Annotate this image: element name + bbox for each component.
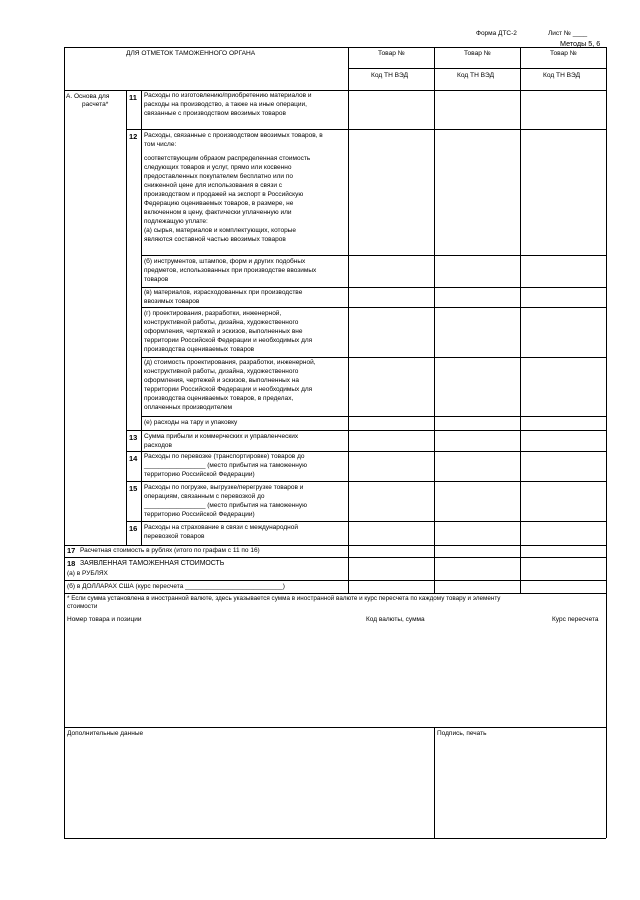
row-16-text-1: Расходы на страхование в связи с международной [144, 524, 299, 531]
item-number-col-2: Товар № [464, 50, 491, 57]
row-12b-text-3: товаров [144, 276, 169, 283]
footnote-col-rate: Курс пересчета [552, 616, 599, 623]
row-18-usd: (б) в ДОЛЛАРАХ США (курс пересчета ___________________________) [67, 583, 285, 590]
row-12g-text-1: (г) проектирования, разработки, инженерной, [144, 310, 282, 317]
row-13-text-2: расходов [144, 442, 172, 449]
customs-marks-header: ДЛЯ ОТМЕТОК ТАМОЖЕННОГО ОРГАНА [126, 50, 256, 57]
row-12d-text-4: территории Российской Федерации и необходимых для [144, 386, 313, 393]
row-15-text-1: Расходы по погрузке, выгрузке/перегрузке товаров и [144, 484, 304, 491]
row-11-number: 11 [129, 93, 137, 102]
row-12b-text-1: (б) инструментов, штампов, форм и других подобных [144, 258, 306, 265]
row-12a-text-2: являются составной частью ввозимых товаров [144, 236, 286, 243]
row-15-text-2: операциям, связанным с перевозкой до [144, 493, 265, 500]
row-11-text-2: расходы на производство, а также на иные операции, [144, 101, 307, 108]
row-15-number: 15 [129, 484, 138, 493]
row-12v-text-2: ввозимых товаров [144, 298, 200, 305]
row-15-text-3: _________________ (место прибытия на таможенную [144, 502, 307, 509]
additional-data-label: Дополнительные данные [67, 730, 144, 737]
row-14-text-3: территорию Российской Федерации) [144, 471, 255, 478]
row-12-text-9: включенном в цену, фактически уплаченную или [144, 209, 292, 216]
row-11-text-3: связанные с производством ввозимых товаров [144, 110, 286, 117]
row-12g-text-5: производства оцениваемых товаров [144, 346, 255, 353]
sheet-number: Лист № ____ [548, 30, 588, 37]
row-12-text-2: том числе: [144, 141, 177, 148]
item-number-col-3: Товар № [550, 50, 577, 57]
row-12-text-8: Федерацию оцениваемых товаров, в размере, не [144, 200, 294, 207]
row-12-text-3: соответствующим образом распределенная стоимость [144, 155, 311, 162]
hs-code-col-2: Код ТН ВЭД [457, 72, 495, 79]
hs-code-col-1: Код ТН ВЭД [371, 72, 409, 79]
footnote-col-item: Номер товара и позиции [67, 616, 142, 623]
item-number-col-1: Товар № [378, 50, 405, 57]
footnote-line-1: * Если сумма установлена в иностранной валюте, здесь указывается сумма в иностранной валюте и курс пересчета по каждому товару и элементу [67, 595, 501, 602]
row-12g-text-3: оформления, чертежей и эскизов, выполненных вне [144, 328, 303, 335]
row-12-text-7: производством и продажей на экспорт в Российскую [144, 191, 304, 198]
row-18-title: ЗАЯВЛЕННАЯ ТАМОЖЕННАЯ СТОИМОСТЬ [80, 560, 225, 567]
row-12g-text-4: территории Российской Федерации и необходимых для [144, 337, 313, 344]
row-12d-text-3: оформления, чертежей и эскизов, выполненных на [144, 377, 300, 384]
row-15-text-4: территорию Российской Федерации) [144, 511, 255, 518]
row-12v-text-1: (в) материалов, израсходованных при производстве [144, 289, 303, 296]
row-12d-text-1: (д) стоимость проектирования, разработки, инженерной, [144, 359, 316, 366]
row-12d-text-5: производства оцениваемых товаров, в пределах, [144, 395, 294, 402]
row-14-text-2: _________________ (место прибытия на таможенную [144, 462, 307, 469]
row-17-number: 17 [67, 546, 76, 555]
row-16-text-2: перевозкой товаров [144, 533, 205, 540]
footnote-line-2: стоимости [67, 603, 98, 610]
row-17-text: Расчетная стоимость в рублях (итого по графам с 11 по 16) [80, 547, 260, 554]
row-13-text-1: Сумма прибыли и коммерческих и управленческих [144, 433, 299, 440]
row-12-text-6: сниженной цене для использования в связи с [144, 182, 283, 189]
row-13-number: 13 [129, 433, 138, 442]
signature-label: Подпись, печать [437, 730, 487, 737]
row-12-text-10: подлежащую уплате: [144, 218, 208, 225]
section-a-sublabel: расчета* [82, 101, 109, 108]
form-name: Форма ДТС-2 [476, 30, 517, 37]
row-18-number: 18 [67, 559, 76, 568]
hs-code-col-3: Код ТН ВЭД [543, 72, 581, 79]
row-12-text-4: следующих товаров и услуг, прямо или косвенно [144, 164, 292, 171]
row-12-text-5: предоставленных покупателем бесплатно или по [144, 173, 293, 180]
row-12g-text-2: конструктивной работы, дизайна, художественного [144, 319, 299, 326]
row-14-text-1: Расходы по перевозке (транспортировке) товаров до [144, 453, 305, 460]
row-11-text-1: Расходы по изготовлению/приобретению материалов и [144, 92, 312, 99]
section-a-label: А. Основа для [66, 93, 110, 100]
row-12a-text-1: (а) сырья, материалов и комплектующих, которые [144, 227, 296, 234]
row-18-rub: (а) в РУБЛЯХ [67, 570, 108, 577]
row-14-number: 14 [129, 454, 138, 463]
methods-label: Методы 5, 6 [560, 39, 601, 48]
row-12e-text-1: (е) расходы на тару и упаковку [144, 419, 238, 426]
row-12-text-1: Расходы, связанные с производством ввозимых товаров, в [144, 132, 323, 139]
footnote-col-currency: Код валюты, сумма [366, 616, 425, 623]
row-16-number: 16 [129, 524, 138, 533]
row-12-number: 12 [129, 132, 138, 141]
row-12d-text-2: конструктивной работы, дизайна, художественного [144, 368, 299, 375]
row-12d-text-6: оплаченных производителем [144, 404, 233, 411]
row-12b-text-2: предметов, использованных при производстве ввозимых [144, 267, 317, 274]
